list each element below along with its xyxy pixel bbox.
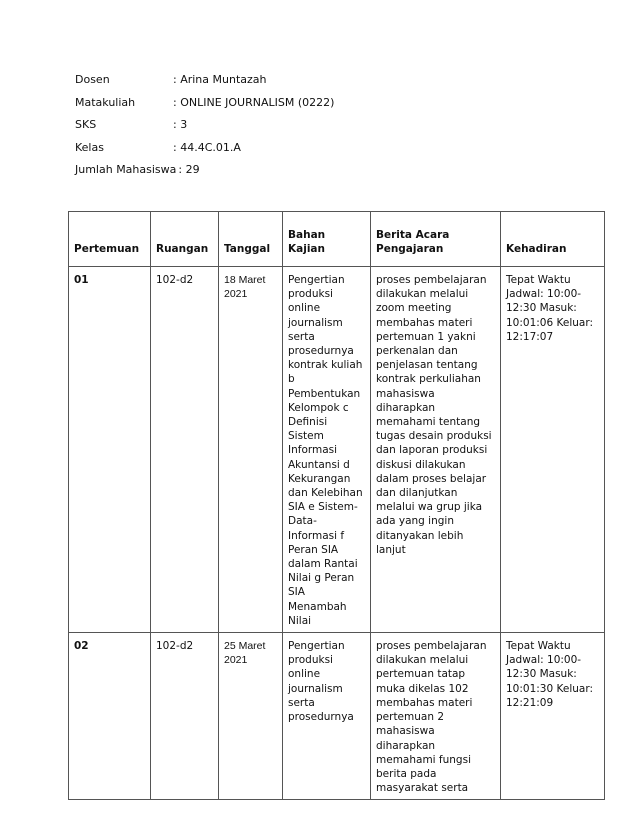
dosen-value: : Arina Muntazah: [173, 73, 267, 86]
header-tanggal: Tanggal: [219, 212, 283, 267]
info-dosen: [75, 73, 334, 96]
info-jumlah-mahasiswa: [75, 163, 334, 186]
course-info: [75, 73, 334, 186]
info-sks: [75, 118, 334, 141]
cell-kehadiran: Tepat Waktu Jadwal: 10:00-12:30 Masuk: 10:01:30 Keluar: 12:21:09: [501, 633, 605, 800]
cell-pertemuan: 01: [69, 267, 151, 633]
cell-bahan-kajian: Pengertian produksi online journalism serta prosedurnya kontrak kuliah b Pembentukan Kelompok c Definisi Sistem Informasi Akuntansi d Kekurangan dan Kelebihan SIA e Sistem-Data-Informasi f Peran SIA dalam Rantai Nilai g Peran SIA Menambah Nilai: [283, 267, 371, 633]
cell-bahan-kajian: Pengertian produksi online journalism serta prosedurnya: [283, 633, 371, 800]
header-pertemuan: Pertemuan: [69, 212, 151, 267]
header-kehadiran: Kehadiran: [501, 212, 605, 267]
cell-berita-acara: proses pembelajaran dilakukan melalui zoom meeting membahas materi pertemuan 1 yakni perkenalan dan penjelasan tentang kontrak perkuliahan mahasiswa diharapkan memahami tentang tugas desain produksi dan laporan produksi diskusi dilakukan dalam proses belajar dan dilanjutkan melalui wa grup jika ada yang ingin ditanyakan lebih lanjut: [371, 267, 501, 633]
sks-label: SKS: [75, 118, 97, 131]
jumlah-mahasiswa-value: : 29: [178, 163, 200, 176]
cell-tanggal: 18 Maret 2021: [219, 267, 283, 633]
table-row: [69, 267, 605, 633]
header-ruangan: Ruangan: [151, 212, 219, 267]
cell-pertemuan: 02: [69, 633, 151, 800]
header-berita-acara: Berita Acara Pengajaran: [371, 212, 501, 267]
cell-tanggal: 25 Maret 2021: [219, 633, 283, 800]
kelas-label: Kelas: [75, 140, 104, 154]
kelas-value: : 44.4C.01.A: [173, 140, 241, 154]
jumlah-mahasiswa-label: Jumlah Mahasiswa: [75, 163, 177, 176]
matakuliah-label: Matakuliah: [75, 95, 136, 109]
table-header-row: [69, 212, 605, 267]
cell-berita-acara: proses pembelajaran dilakukan melalui pertemuan tatap muka dikelas 102 membahas materi pertemuan 2 mahasiswa diharapkan memahami fungsi berita pada masyarakat serta: [371, 633, 501, 800]
cell-ruangan: 102-d2: [151, 633, 219, 800]
attendance-table: [68, 211, 605, 800]
matakuliah-value: : ONLINE JOURNALISM (0222): [173, 95, 335, 109]
cell-ruangan: 102-d2: [151, 267, 219, 633]
info-kelas: [75, 141, 334, 164]
header-bahan-kajian: Bahan Kajian: [283, 212, 371, 267]
table-row: [69, 633, 605, 800]
cell-kehadiran: Tepat Waktu Jadwal: 10:00-12:30 Masuk: 10:01:06 Keluar: 12:17:07: [501, 267, 605, 633]
dosen-label: Dosen: [75, 73, 110, 86]
info-matakuliah: [75, 96, 334, 119]
sks-value: : 3: [173, 118, 188, 131]
